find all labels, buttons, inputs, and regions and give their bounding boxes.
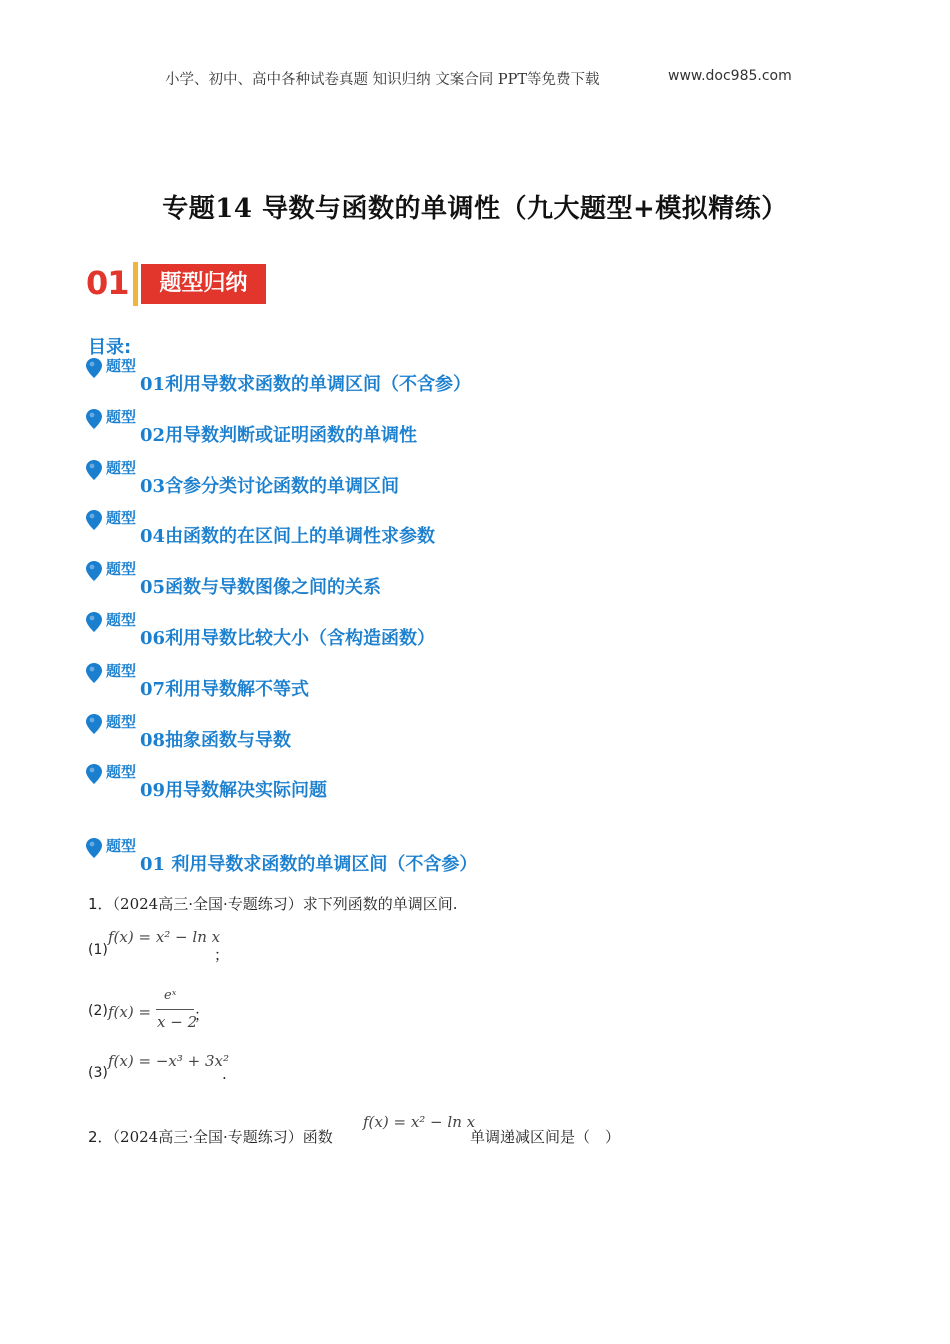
toc-item[interactable] xyxy=(86,460,686,502)
toc-item[interactable] xyxy=(86,663,686,705)
toc-item-num: 06 xyxy=(140,628,166,649)
location-pin-icon xyxy=(86,409,102,429)
toc-item-title: 利用导数求函数的单调区间（不含参） xyxy=(165,374,472,395)
punctuation: . xyxy=(222,1065,227,1083)
question-number: 1． xyxy=(88,895,113,913)
doc-title: 专题14 导数与函数的单调性（九大题型+模拟精练） xyxy=(162,194,788,224)
question-source: （2024高三·全国·专题练习） xyxy=(112,1128,303,1146)
tixing-tag: 题型 xyxy=(106,712,137,731)
toc-item[interactable] xyxy=(86,561,686,603)
current-section-heading xyxy=(86,838,686,880)
toc-item-title: 抽象函数与导数 xyxy=(165,729,292,751)
toc-item-num: 07 xyxy=(140,678,166,700)
current-section-title: 利用导数求函数的单调区间（不含参） xyxy=(171,854,478,875)
toc-item-num: 08 xyxy=(140,729,166,751)
toc-item[interactable] xyxy=(86,510,686,552)
tixing-tag: 题型 xyxy=(106,509,137,528)
section-divider xyxy=(133,262,138,306)
question-number: 2． xyxy=(88,1128,113,1146)
toc-item-title: 由函数的在区间上的单调性求参数 xyxy=(165,526,436,548)
punctuation: ； xyxy=(214,946,230,964)
toc-item[interactable] xyxy=(86,714,686,756)
tixing-tag: 题型 xyxy=(106,611,137,629)
location-pin-icon xyxy=(86,460,102,480)
tixing-tag: 题型 xyxy=(106,560,137,579)
toc-item-num: 04 xyxy=(140,526,166,548)
location-pin-icon xyxy=(86,561,102,581)
formula: f(x) = −x³ + 3x² xyxy=(108,1052,229,1070)
location-pin-icon xyxy=(86,764,102,784)
section-number: 01 xyxy=(86,264,129,302)
toc-item-num: 02 xyxy=(140,424,166,446)
part-label: (3) xyxy=(88,1065,108,1081)
question-pre: 函数 xyxy=(302,1128,333,1146)
formula: f(x) = x² − ln x xyxy=(108,928,221,946)
tixing-tag: 题型 xyxy=(106,357,137,375)
question-2 xyxy=(88,1126,333,1147)
toc-item-num: 01 xyxy=(140,374,166,395)
location-pin-icon xyxy=(86,612,102,632)
header-text: 小学、初中、高中各种试卷真题 知识归纳 文案合同 PPT等免费下载 xyxy=(165,72,600,88)
toc-item[interactable] xyxy=(86,409,686,451)
toc-item[interactable] xyxy=(86,764,686,806)
fraction-numerator: eˣ xyxy=(164,988,177,1003)
location-pin-icon xyxy=(86,358,102,378)
punctuation: ； xyxy=(194,1006,210,1024)
tixing-tag: 题型 xyxy=(106,837,137,855)
toc-item[interactable] xyxy=(86,358,686,400)
toc-heading: 目录: xyxy=(88,337,132,358)
toc-item-title: 用导数判断或证明函数的单调性 xyxy=(165,424,418,446)
fraction-bar xyxy=(156,1009,194,1010)
question-post: 单调递减区间是（ ） xyxy=(470,1128,621,1146)
current-section-num: 01 xyxy=(140,854,166,875)
toc-item-title: 利用导数解不等式 xyxy=(165,678,310,700)
toc-item[interactable] xyxy=(86,612,686,654)
tixing-tag: 题型 xyxy=(106,661,137,680)
fraction-denominator: x − 2 xyxy=(157,1013,198,1031)
header-site: www.doc985.com xyxy=(668,68,792,84)
toc-item-num: 03 xyxy=(140,475,166,497)
tixing-tag: 题型 xyxy=(106,763,137,782)
toc-item-num: 05 xyxy=(140,577,166,599)
tixing-tag: 题型 xyxy=(106,407,137,426)
toc-item-title: 含参分类讨论函数的单调区间 xyxy=(165,475,400,497)
toc-item-num: 09 xyxy=(140,780,166,802)
toc-item-title: 函数与导数图像之间的关系 xyxy=(165,577,382,599)
toc-item-title: 用导数解决实际问题 xyxy=(165,780,328,802)
toc-item-title: 利用导数比较大小（含构造函数） xyxy=(165,628,436,649)
formula: f(x) = x² − ln x xyxy=(363,1113,476,1131)
location-pin-icon xyxy=(86,838,102,858)
question-text: 求下列函数的单调区间. xyxy=(302,895,458,913)
location-pin-icon xyxy=(86,714,102,734)
part-label: (1) xyxy=(88,942,108,958)
part-label: (2) xyxy=(88,1003,108,1019)
tixing-tag: 题型 xyxy=(106,458,137,477)
location-pin-icon xyxy=(86,663,102,683)
question-source: （2024高三·全国·专题练习） xyxy=(112,895,303,913)
formula-lhs: f(x) = xyxy=(108,1003,152,1021)
question-1 xyxy=(88,893,458,914)
location-pin-icon xyxy=(86,510,102,530)
section-label: 题型归纳 xyxy=(141,264,266,304)
